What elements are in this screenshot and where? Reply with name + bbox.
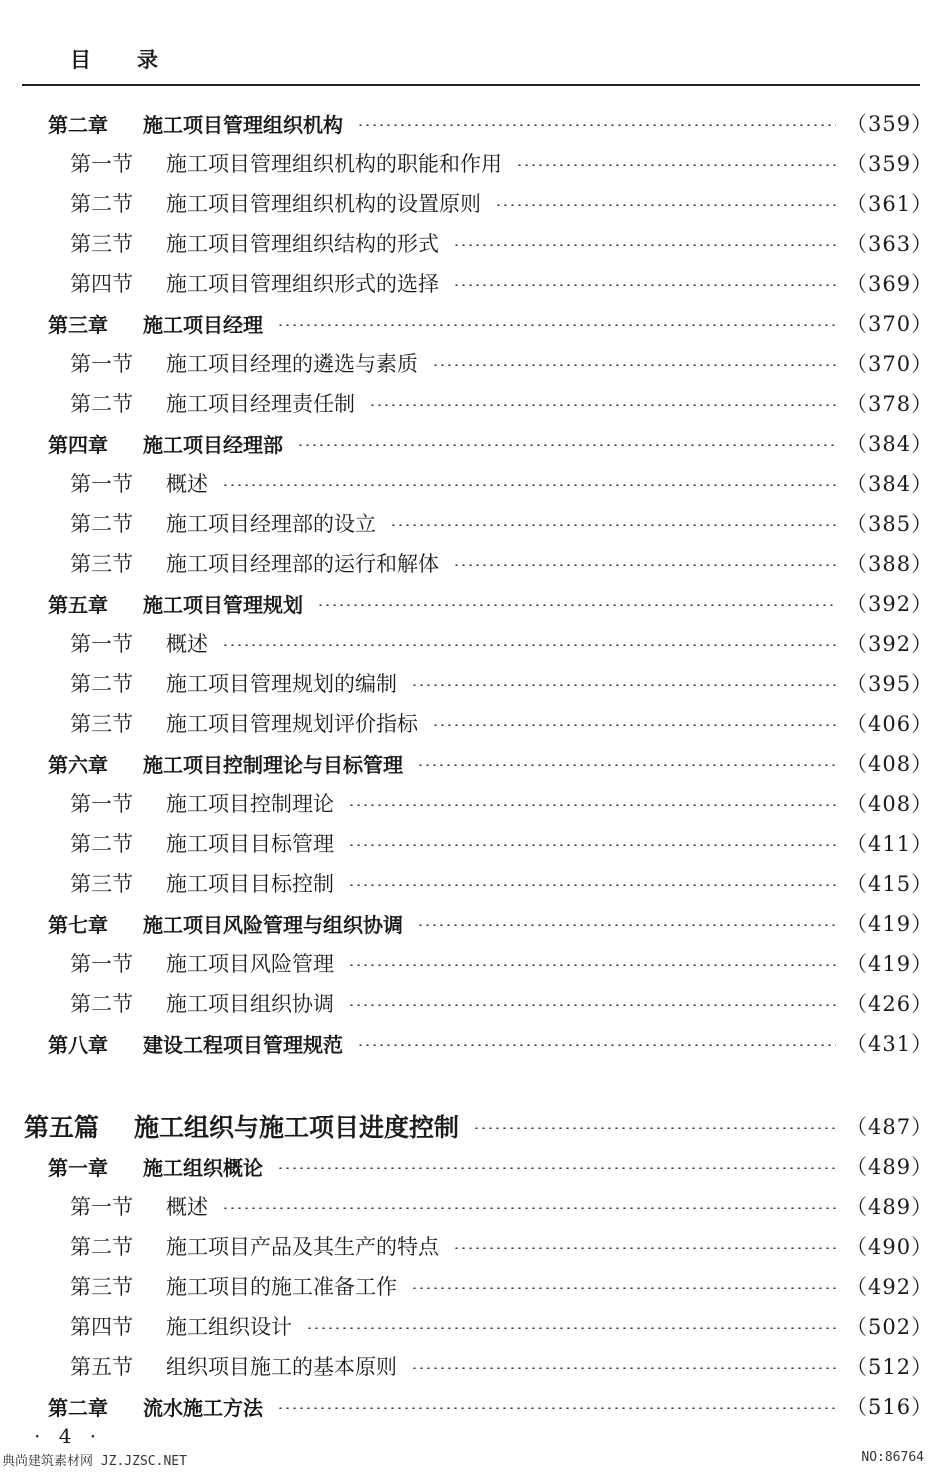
toc-entry-number: 第三节 <box>70 712 133 736</box>
toc-entry-label <box>0 429 283 458</box>
dot-leader <box>369 404 836 406</box>
toc-entry-page: （392） <box>846 632 934 656</box>
toc-entry-title: 概述 <box>166 1195 208 1219</box>
page-title: 目录 <box>70 48 204 72</box>
dot-leader <box>277 324 836 326</box>
toc-entry-number: 第二章 <box>48 112 108 137</box>
dot-leader <box>357 124 836 126</box>
toc-entry-title: 施工项目经理责任制 <box>166 392 355 416</box>
toc-section-entry <box>0 783 950 823</box>
toc-entry-number: 第八章 <box>48 1032 108 1057</box>
dot-leader <box>348 844 836 846</box>
toc-entry-page: （361） <box>846 192 934 216</box>
dot-leader <box>453 564 836 566</box>
dot-leader <box>411 684 836 686</box>
toc-entry-page: （489） <box>846 1195 934 1219</box>
toc-entry-page: （415） <box>846 872 934 896</box>
toc-section-entry <box>0 1186 950 1226</box>
toc-section-entry <box>0 343 950 383</box>
toc-entry-number: 第一节 <box>70 472 133 496</box>
toc-entry-label <box>0 988 334 1018</box>
toc-entry-page: （487） <box>846 1115 934 1139</box>
dot-leader <box>411 1367 836 1369</box>
toc-chapter-entry <box>0 583 950 623</box>
toc-section-entry <box>0 1226 950 1266</box>
dot-leader <box>453 1247 836 1249</box>
toc-entry-title: 施工项目经理部的运行和解体 <box>166 552 439 576</box>
toc-entry-label <box>0 148 502 178</box>
toc-entry-number: 第三节 <box>70 1275 133 1299</box>
toc-entry-title: 施工项目管理组织结构的形式 <box>166 232 439 256</box>
dot-leader <box>306 1327 836 1329</box>
toc-entry-label <box>0 868 334 898</box>
toc-entry-number: 第一节 <box>70 152 133 176</box>
toc-entry-label <box>0 228 439 258</box>
toc-entry-page: （408） <box>846 752 934 776</box>
dot-leader <box>453 284 836 286</box>
toc-entry-label <box>0 109 343 138</box>
toc-entry-page: （385） <box>846 512 934 536</box>
dot-leader <box>417 764 836 766</box>
page-number: · 4 · <box>34 1424 103 1448</box>
toc-entry-label <box>0 548 439 578</box>
toc-entry-page: （426） <box>846 992 934 1016</box>
toc-chapter-entry <box>0 303 950 343</box>
dot-leader <box>390 524 836 526</box>
watermark-site: 典尚建筑素材网 JZ.JZSC.NET <box>2 1454 187 1469</box>
toc-entry-page: （384） <box>846 432 934 456</box>
toc-entry-label <box>0 1351 397 1381</box>
toc-entry-number: 第二节 <box>70 672 133 696</box>
toc-entry-title: 施工项目的施工准备工作 <box>166 1275 397 1299</box>
toc-entry-number: 第七章 <box>48 912 108 937</box>
dot-leader <box>417 924 836 926</box>
toc-chapter-entry <box>0 743 950 783</box>
toc-entry-number: 第一节 <box>70 952 133 976</box>
toc-entry-number: 第一章 <box>48 1155 108 1180</box>
dot-leader <box>357 1044 836 1046</box>
toc-entry-label <box>0 1392 263 1421</box>
toc-entry-title: 施工项目产品及其生产的特点 <box>166 1235 439 1259</box>
toc-entry-label <box>0 589 303 618</box>
toc-entry-number: 第三章 <box>48 312 108 337</box>
page-header <box>22 30 920 86</box>
toc-entry-title: 施工项目管理规划评价指标 <box>166 712 418 736</box>
dot-leader <box>348 1004 836 1006</box>
toc-entry-label <box>0 188 481 218</box>
dot-leader <box>432 724 836 726</box>
toc-entry-number: 第二节 <box>70 392 133 416</box>
toc-entry-title: 施工项目经理部 <box>143 432 283 457</box>
dot-leader <box>473 1127 836 1129</box>
toc-entry-number: 第六章 <box>48 752 108 777</box>
toc-entry-title: 施工组织与施工项目进度控制 <box>134 1113 460 1142</box>
toc-entry-title: 施工项目目标管理 <box>166 832 334 856</box>
watermark-id: NO:86764 <box>861 1450 924 1465</box>
dot-leader <box>277 1167 836 1169</box>
toc-entry-title: 施工项目管理组织形式的选择 <box>166 272 439 296</box>
toc-entry-title: 建设工程项目管理规范 <box>143 1032 343 1057</box>
toc-section-entry <box>0 463 950 503</box>
toc-entry-label <box>0 268 439 298</box>
dot-leader <box>516 164 836 166</box>
toc-section-entry <box>0 1266 950 1306</box>
dot-leader <box>297 444 836 446</box>
dot-leader <box>495 204 836 206</box>
toc-entry-label <box>0 348 418 378</box>
toc-entry-label <box>0 708 418 738</box>
dot-leader <box>453 244 836 246</box>
toc-entry-label <box>0 909 403 938</box>
toc-entry-number: 第二节 <box>70 512 133 536</box>
toc-section-entry <box>0 223 950 263</box>
toc-section-entry <box>0 823 950 863</box>
toc-entry-page: （359） <box>846 152 934 176</box>
toc-entry-label <box>0 1152 263 1181</box>
toc-entry-number: 第一节 <box>70 632 133 656</box>
toc-section-entry <box>0 943 950 983</box>
toc-entry-label <box>0 628 208 658</box>
toc-entry-label <box>0 1311 292 1341</box>
toc-entry-title: 概述 <box>166 632 208 656</box>
toc-entry-title: 施工项目管理规划 <box>143 592 303 617</box>
toc-chapter-entry <box>0 1146 950 1186</box>
toc-entry-page: （395） <box>846 672 934 696</box>
dot-leader <box>222 644 836 646</box>
toc-entry-page: （406） <box>846 712 934 736</box>
toc-entry-page: （431） <box>846 1032 934 1056</box>
toc-entry-title: 概述 <box>166 472 208 496</box>
toc-entry-title: 施工项目风险管理与组织协调 <box>143 912 403 937</box>
toc-section-entry <box>0 1346 950 1386</box>
toc-section-entry <box>0 623 950 663</box>
toc-entry-title: 施工项目目标控制 <box>166 872 334 896</box>
toc-entry-page: （370） <box>846 312 934 336</box>
toc-chapter-entry <box>0 1386 950 1426</box>
toc-entry-label <box>0 388 355 418</box>
toc-entry-page: （363） <box>846 232 934 256</box>
toc-chapter-entry <box>0 1023 950 1063</box>
toc-section-entry <box>0 383 950 423</box>
toc-entry-label <box>0 749 403 778</box>
toc-entry-title: 施工项目控制理论 <box>166 792 334 816</box>
toc-entry-title: 施工项目经理 <box>143 312 263 337</box>
toc-entry-page: （489） <box>846 1155 934 1179</box>
toc-entry-page: （384） <box>846 472 934 496</box>
toc-entry-number: 第五篇 <box>24 1113 100 1142</box>
toc-entry-page: （411） <box>846 832 934 856</box>
toc-entry-label <box>0 788 334 818</box>
toc-section-entry <box>0 543 950 583</box>
toc-entry-page: （502） <box>846 1315 934 1339</box>
toc-entry-label <box>0 1231 439 1261</box>
toc-entry-page: （392） <box>846 592 934 616</box>
toc-entry-title: 施工项目管理组织机构的职能和作用 <box>166 152 502 176</box>
toc-entry-label <box>0 1029 343 1058</box>
toc-entry-number: 第一节 <box>70 792 133 816</box>
toc-entry-page: （408） <box>846 792 934 816</box>
dot-leader <box>222 484 836 486</box>
toc-entry-page: （492） <box>846 1275 934 1299</box>
toc-section-entry <box>0 663 950 703</box>
toc-entry-number: 第二节 <box>70 192 133 216</box>
dot-leader <box>348 884 836 886</box>
toc-entry-page: （370） <box>846 352 934 376</box>
toc-entry-title: 施工组织概论 <box>143 1155 263 1180</box>
toc-entry-label <box>0 668 397 698</box>
toc-entry-number: 第二节 <box>70 1235 133 1259</box>
toc-section-entry <box>0 703 950 743</box>
toc-entry-number: 第二节 <box>70 992 133 1016</box>
dot-leader <box>411 1287 836 1289</box>
toc-entry-title: 施工项目经理部的设立 <box>166 512 376 536</box>
toc-entry-title: 施工项目组织协调 <box>166 992 334 1016</box>
toc-entry-title: 施工项目管理组织机构 <box>143 112 343 137</box>
toc-entry-number: 第四节 <box>70 272 133 296</box>
dot-leader <box>348 964 836 966</box>
toc-entry-page: （490） <box>846 1235 934 1259</box>
dot-leader <box>222 1207 836 1209</box>
toc-entry-title: 施工项目风险管理 <box>166 952 334 976</box>
toc-entry-number: 第四章 <box>48 432 108 457</box>
toc-entry-page: （388） <box>846 552 934 576</box>
toc-entry-page: （359） <box>846 112 934 136</box>
toc-section-entry <box>0 983 950 1023</box>
toc-section-entry <box>0 183 950 223</box>
toc-entry-label <box>0 948 334 978</box>
toc-entry-page: （419） <box>846 952 934 976</box>
toc-entry-number: 第二章 <box>48 1395 108 1420</box>
toc-part-entry <box>0 1106 950 1146</box>
toc-section-entry <box>0 503 950 543</box>
toc-entry-number: 第三节 <box>70 872 133 896</box>
toc-entry-title: 施工组织设计 <box>166 1315 292 1339</box>
dot-leader <box>348 804 836 806</box>
toc-entry-label <box>0 1108 459 1144</box>
dot-leader <box>317 604 836 606</box>
toc-chapter-entry <box>0 103 950 143</box>
toc-entry-number: 第五章 <box>48 592 108 617</box>
toc-entry-title: 施工项目经理的遴选与素质 <box>166 352 418 376</box>
toc-entry-number: 第一节 <box>70 352 133 376</box>
toc-section-entry <box>0 143 950 183</box>
toc-entry-title: 组织项目施工的基本原则 <box>166 1355 397 1379</box>
toc-section-entry <box>0 863 950 903</box>
toc-entry-number: 第二节 <box>70 832 133 856</box>
toc-entry-title: 施工项目管理组织机构的设置原则 <box>166 192 481 216</box>
toc-section-entry <box>0 1306 950 1346</box>
toc-section-entry <box>0 263 950 303</box>
toc-chapter-entry <box>0 903 950 943</box>
toc-entry-title: 施工项目控制理论与目标管理 <box>143 752 403 777</box>
toc-entry-number: 第四节 <box>70 1315 133 1339</box>
toc-entry-page: （369） <box>846 272 934 296</box>
toc-entry-title: 流水施工方法 <box>143 1395 263 1420</box>
dot-leader <box>432 364 836 366</box>
toc-entry-label <box>0 828 334 858</box>
toc-entry-label <box>0 468 208 498</box>
toc-entry-number: 第三节 <box>70 232 133 256</box>
toc-entry-title: 施工项目管理规划的编制 <box>166 672 397 696</box>
toc-entry-number: 第五节 <box>70 1355 133 1379</box>
toc-chapter-entry <box>0 423 950 463</box>
toc-entry-page: （512） <box>846 1355 934 1379</box>
toc-entry-page: （378） <box>846 392 934 416</box>
toc-entry-label <box>0 309 263 338</box>
toc-entry-number: 第三节 <box>70 552 133 576</box>
toc-entry-page: （516） <box>846 1395 934 1419</box>
toc-entry-label <box>0 508 376 538</box>
toc-entry-page: （419） <box>846 912 934 936</box>
dot-leader <box>277 1407 836 1409</box>
toc-entry-label <box>0 1271 397 1301</box>
toc-entry-number: 第一节 <box>70 1195 133 1219</box>
toc-entry-label <box>0 1191 208 1221</box>
